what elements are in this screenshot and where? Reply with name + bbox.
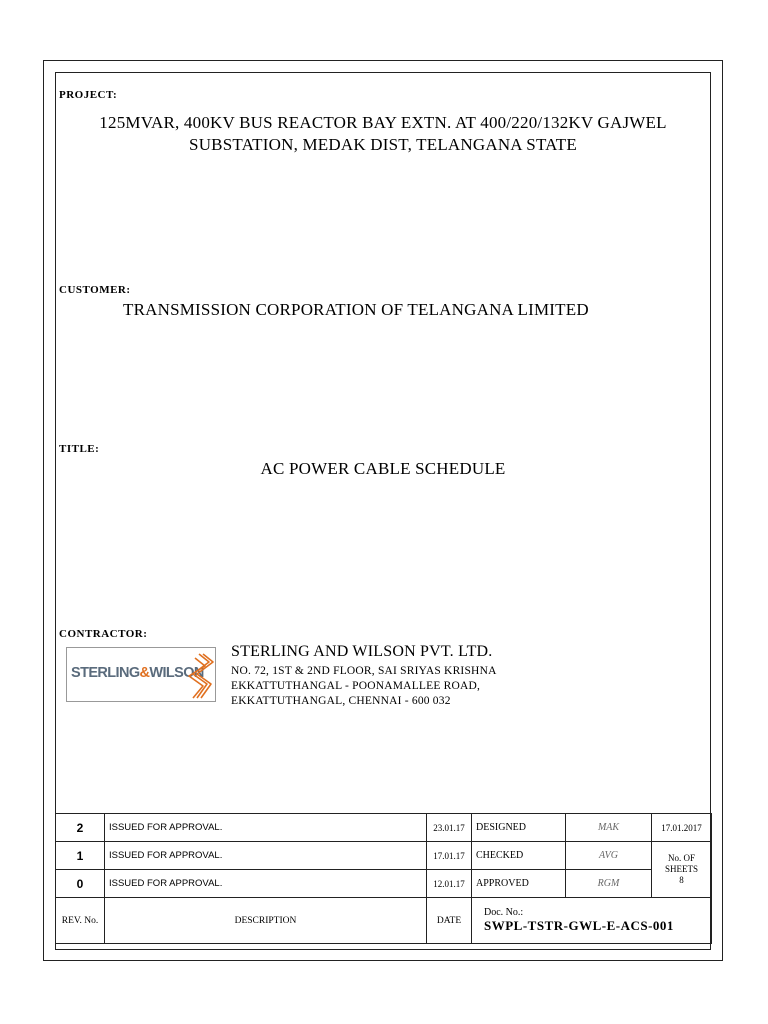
- logo-wordmark: STERLING&WILSON: [71, 665, 204, 681]
- rev-description: ISSUED FOR APPROVAL.: [105, 870, 427, 898]
- header-row: [56, 898, 712, 944]
- release-date: 17.01.2017: [652, 814, 712, 842]
- title-block-table: [55, 813, 712, 944]
- revision-row: [56, 842, 712, 870]
- company-logo: [66, 647, 216, 702]
- checked-initials: AVG: [566, 842, 652, 870]
- revision-row: [56, 870, 712, 898]
- header-rev-no: REV. No.: [56, 898, 105, 944]
- customer-label: CUSTOMER:: [59, 284, 131, 296]
- rev-date: 23.01.17: [427, 814, 472, 842]
- document-title: AC POWER CABLE SCHEDULE: [260, 459, 506, 478]
- doc-number-label: Doc. No.:: [484, 907, 524, 918]
- rev-date: 17.01.17: [427, 842, 472, 870]
- contractor-address-1: NO. 72, 1ST & 2ND FLOOR, SAI SRIYAS KRISHNA: [231, 665, 497, 677]
- rev-description: ISSUED FOR APPROVAL.: [105, 842, 427, 870]
- role-approved: APPROVED: [472, 870, 566, 898]
- role-checked: CHECKED: [472, 842, 566, 870]
- sheets-value: 8: [679, 875, 684, 885]
- revision-row: [56, 814, 712, 842]
- title-label: TITLE:: [59, 443, 100, 455]
- doc-number: SWPL-TSTR-GWL-E-ACS-001: [484, 918, 674, 933]
- rev-number: 1: [56, 842, 105, 870]
- approved-initials: RGM: [566, 870, 652, 898]
- designed-initials: MAK: [566, 814, 652, 842]
- contractor-label: CONTRACTOR:: [59, 628, 148, 640]
- rev-date: 12.01.17: [427, 870, 472, 898]
- sheets-label: No. OF SHEETS: [664, 853, 698, 874]
- contractor-name: STERLING AND WILSON PVT. LTD.: [231, 643, 493, 660]
- sheets-cell: [652, 842, 712, 898]
- contractor-address-2: EKKATTUTHANGAL - POONAMALLEE ROAD,: [231, 680, 481, 692]
- rev-number: 2: [56, 814, 105, 842]
- logo-zigzag-icon: [185, 650, 215, 702]
- project-line-2: SUBSTATION, MEDAK DIST, TELANGANA STATE: [189, 135, 577, 154]
- header-description: DESCRIPTION: [105, 898, 427, 944]
- header-date: DATE: [427, 898, 472, 944]
- customer-name: TRANSMISSION CORPORATION OF TELANGANA LIMITED: [123, 300, 589, 319]
- contractor-address-3: EKKATTUTHANGAL, CHENNAI - 600 032: [231, 695, 451, 707]
- role-designed: DESIGNED: [472, 814, 566, 842]
- project-label: PROJECT:: [59, 89, 118, 101]
- rev-number: 0: [56, 870, 105, 898]
- project-line-1: 125MVAR, 400KV BUS REACTOR BAY EXTN. AT 400/220/132KV GAJWEL: [99, 113, 667, 132]
- doc-number-cell: [472, 898, 712, 944]
- rev-description: ISSUED FOR APPROVAL.: [105, 814, 427, 842]
